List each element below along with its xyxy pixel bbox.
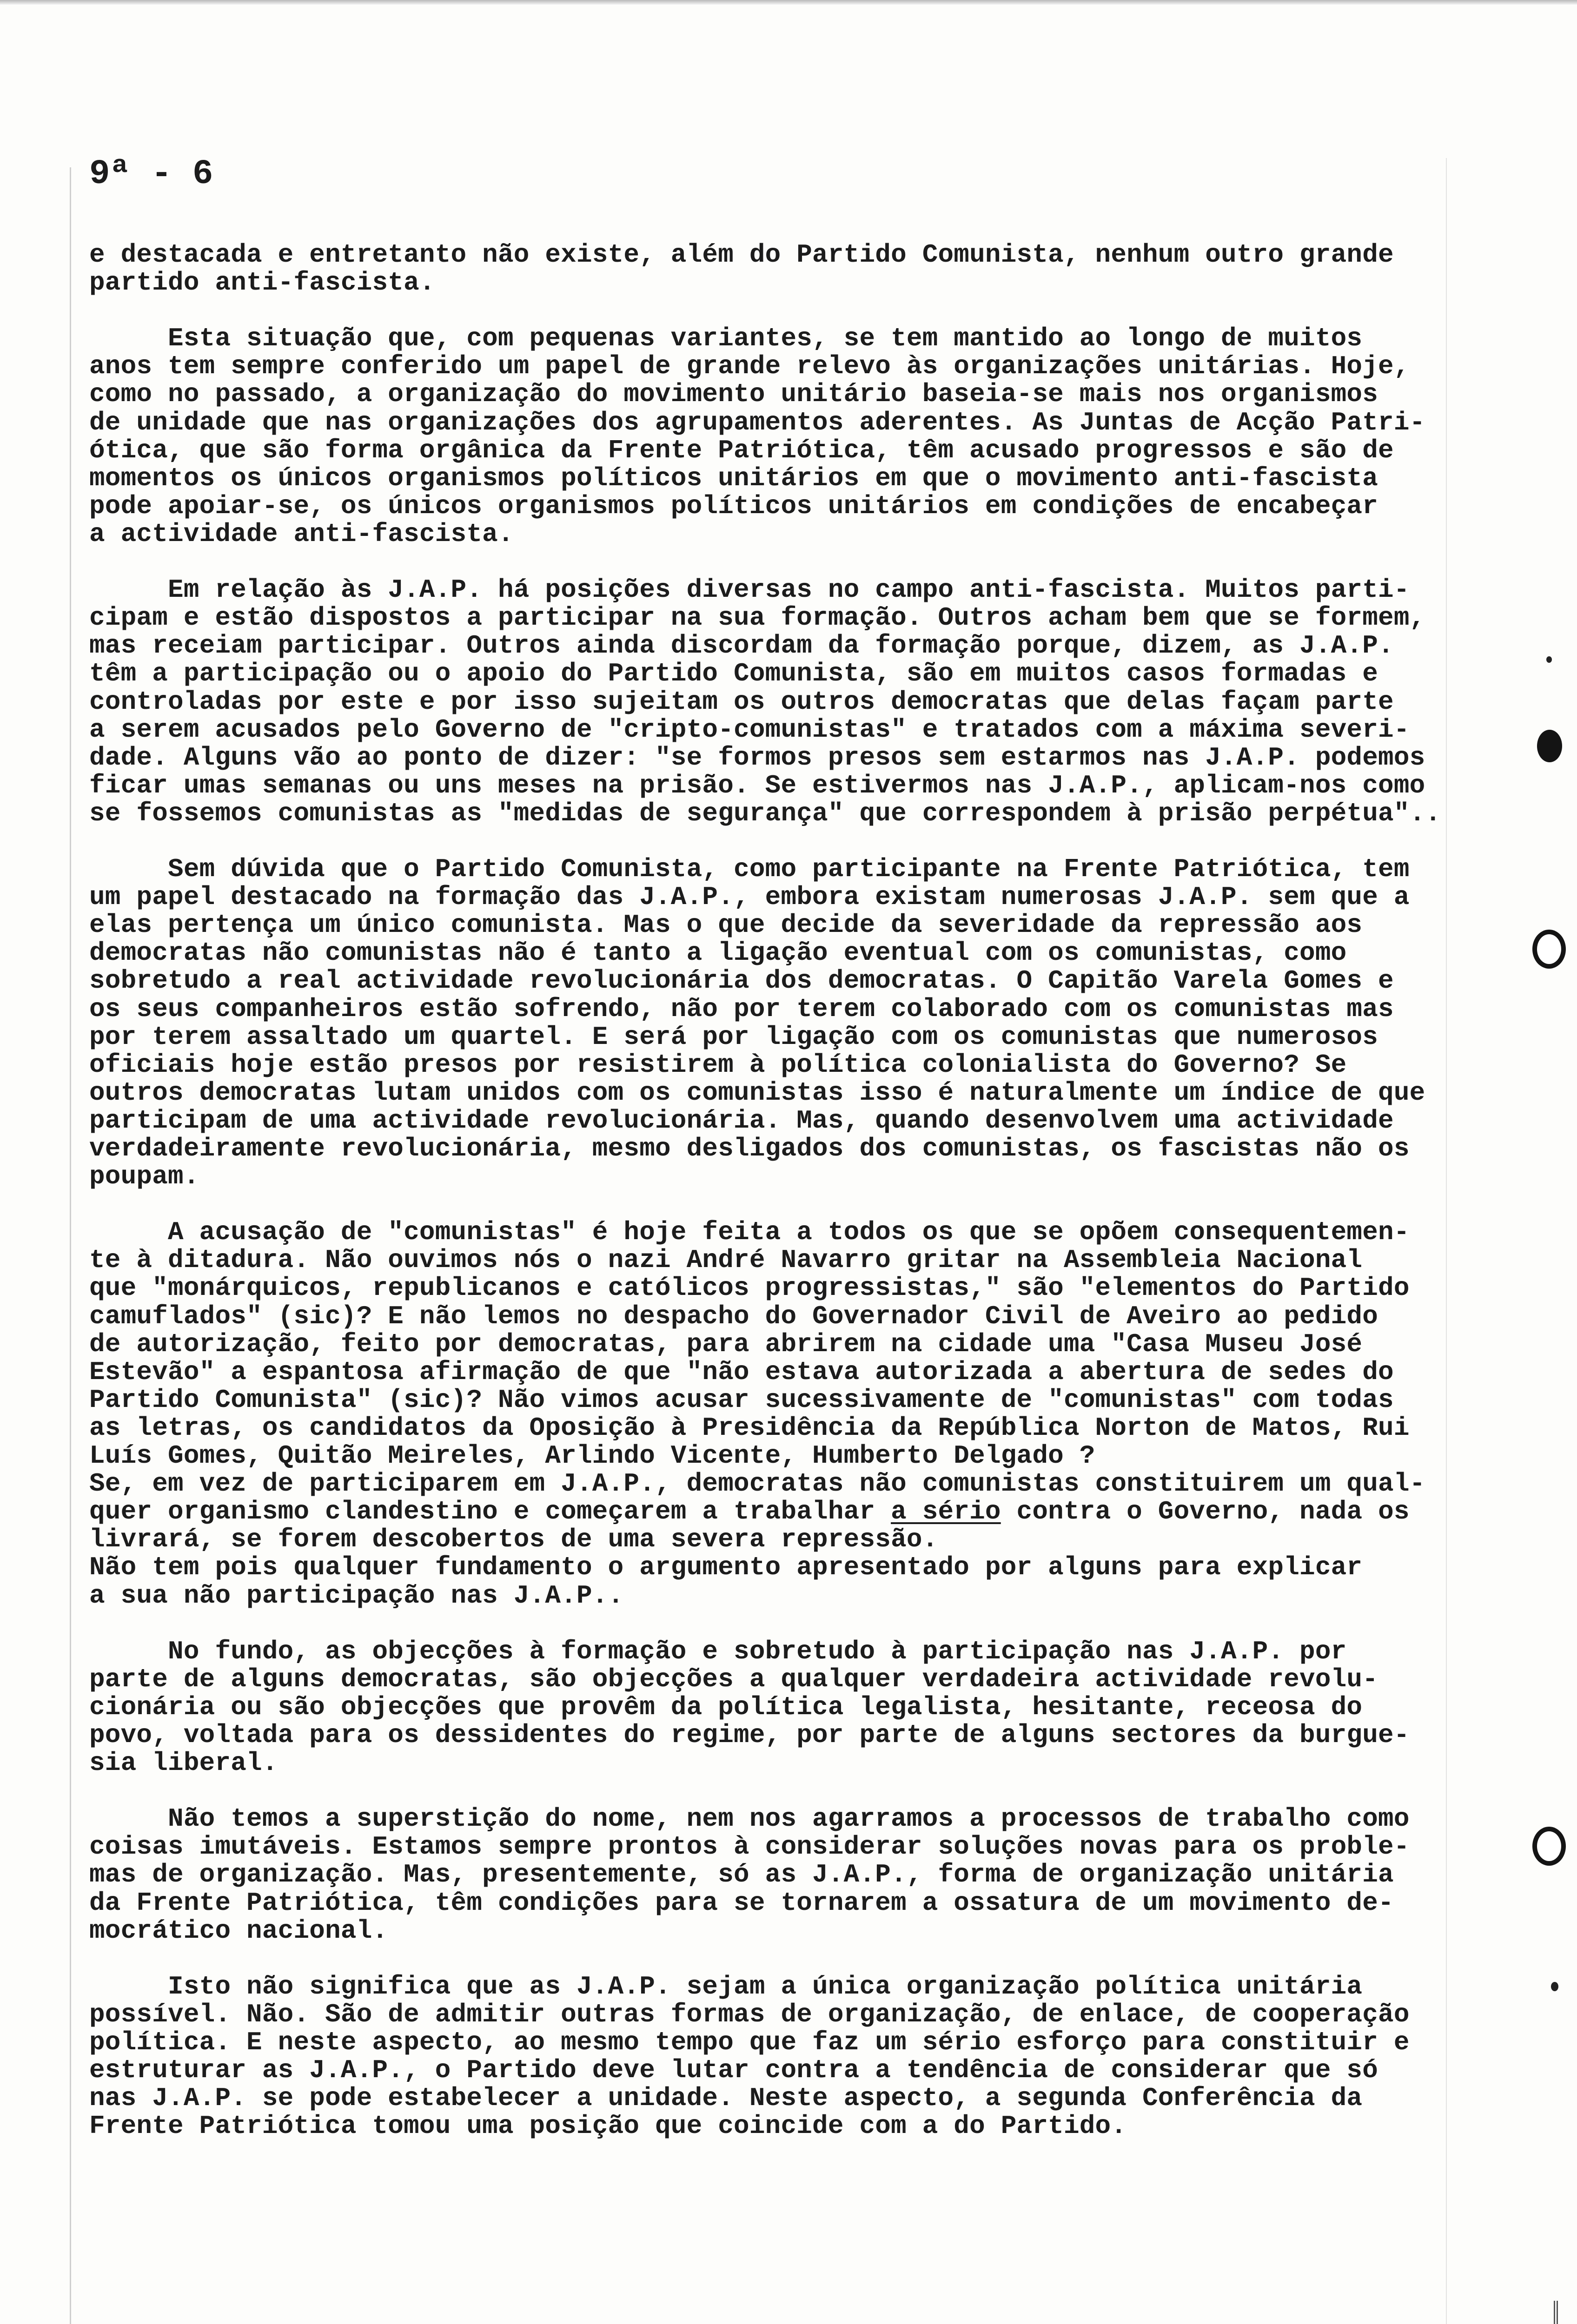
paragraph-gap <box>89 1945 1447 1973</box>
page-number: 9ª - 6 <box>89 155 213 194</box>
text-line: ficar umas semanas ou uns meses na prisão. Se estivermos nas J.A.P., aplicam-nos como <box>89 770 1425 800</box>
text-line: se fossemos comunistas as "medidas de segurança" que correspondem à prisão perpétua".. <box>89 798 1441 828</box>
text-line: Esta situação que, com pequenas variantes, se tem mantido ao longo de muitos <box>89 324 1363 354</box>
text-line: a sua não participação nas J.A.P.. <box>89 1580 624 1611</box>
text-line: Não temos a superstição do nome, nem nos agarramos a processos de trabalho como <box>89 1804 1410 1834</box>
text-line: livrará, se forem descobertos de uma severa repressão. <box>89 1525 938 1555</box>
text-line: partido anti-fascista. <box>89 268 435 298</box>
text-line: participam de uma actividade revolucionária. Mas, quando desenvolvem uma actividade <box>89 1105 1394 1136</box>
text-line: cionária ou são objecções que provêm da política legalista, hesitante, receosa do <box>89 1692 1363 1722</box>
text-line: e destacada e entretanto não existe, além do Partido Comunista, nenhum outro grande <box>89 240 1394 270</box>
text-line: sia liberal. <box>89 1748 278 1778</box>
paragraph-gap <box>89 548 1447 576</box>
scan-right-edge-stripes <box>1554 2301 1559 2324</box>
paragraph <box>89 324 1447 548</box>
text-line: poupam. <box>89 1162 199 1192</box>
text-line: pode apoiar-se, os únicos organismos políticos unitários em condições de encabeçar <box>89 491 1378 521</box>
text-line: Partido Comunista" (sic)? Não vimos acusar sucessivamente de "comunistas" com todas <box>89 1385 1394 1415</box>
text-line: estruturar as J.A.P., o Partido deve lutar contra a tendência de considerar que só <box>89 2055 1378 2086</box>
text-line: política. E neste aspecto, ao mesmo tempo que faz um sério esforço para constituir e <box>89 2027 1410 2057</box>
text-line: Isto não significa que as J.A.P. sejam a única organização política unitária <box>89 1971 1363 2001</box>
text-line: elas pertença um único comunista. Mas o que decide da severidade da repressão aos <box>89 910 1363 940</box>
text-line: democratas não comunistas não é tanto a ligação eventual com os comunistas, como <box>89 938 1347 968</box>
text-line: outros democratas lutam unidos com os comunistas isso é naturalmente um índice de que <box>89 1077 1425 1108</box>
text-line: Se, em vez de participarem em J.A.P., democratas não comunistas constituirem um qual- <box>89 1469 1425 1499</box>
paragraph-gap <box>89 1610 1447 1637</box>
text-line: mas de organização. Mas, presentemente, só as J.A.P., forma de organização unitária <box>89 1860 1394 1890</box>
text-line: sobretudo a real actividade revolucionária dos democratas. O Capitão Varela Gomes e <box>89 966 1394 996</box>
text-line: coisas imutáveis. Estamos sempre prontos à considerar soluções novas para os proble- <box>89 1832 1410 1862</box>
text-line: quer organismo clandestino e começarem a trabalhar a sério contra o Governo, nada os <box>89 1497 1410 1527</box>
punched-hole-ring-upper <box>1532 930 1566 969</box>
punched-hole-ring-lower <box>1532 1827 1566 1866</box>
text-line: controladas por este e por isso sujeitam os outros democratas que delas façam parte <box>89 687 1394 717</box>
text-line: oficiais hoje estão presos por resistirem à política colonialista do Governo? Se <box>89 1050 1347 1080</box>
text-line: Em relação às J.A.P. há posições diversas no campo anti-fascista. Muitos parti- <box>89 575 1410 605</box>
paragraph <box>89 1805 1447 1944</box>
text-line: camuflados" (sic)? E não lemos no despacho do Governador Civil de Aveiro ao pedido <box>89 1301 1378 1331</box>
text-line: anos tem sempre conferido um papel de grande relevo às organizações unitárias. Hoje, <box>89 351 1410 382</box>
text-line: dade. Alguns vão ao ponto de dizer: "se formos presos sem estarmos nas J.A.P. podemos <box>89 742 1425 772</box>
text-line: cipam e estão dispostos a participar na sua formação. Outros acham bem que se formem, <box>89 603 1425 633</box>
text-line: verdadeiramente revolucionária, mesmo desligados dos comunistas, os fascistas não os <box>89 1134 1410 1163</box>
paragraph-gap <box>89 1777 1447 1805</box>
text-line: momentos os únicos organismos políticos unitários em que o movimento anti-fascista <box>89 463 1378 493</box>
text-line: os seus companheiros estão sofrendo, não por terem colaborado com os comunistas mas <box>89 994 1394 1024</box>
text-line: Frente Patriótica tomou uma posição que coincide com a do Partido. <box>89 2111 1127 2141</box>
text-line: povo, voltada para os dessidentes do regime, por parte de alguns sectores da burgue- <box>89 1720 1410 1750</box>
paragraph-gap <box>89 1190 1447 1218</box>
text-line: ótica, que são forma orgânica da Frente Patriótica, têm acusado progressos e são de <box>89 435 1394 465</box>
text-line: te à ditadura. Não ouvimos nós o nazi André Navarro gritar na Assembleia Nacional <box>89 1245 1363 1275</box>
text-line: que "monárquicos, republicanos e católicos progressistas," são "elementos do Partido <box>89 1273 1410 1303</box>
text-line: parte de alguns democratas, são objecções a qualquer verdadeira actividade revolu- <box>89 1664 1378 1694</box>
text-line: da Frente Patriótica, têm condições para se tornarem a ossatura de um movimento de- <box>89 1888 1394 1918</box>
text-line: um papel destacado na formação das J.A.P., embora existam numerosas J.A.P. sem que a <box>89 882 1410 912</box>
text-line: de autorização, feito por democratas, para abrirem na cidade uma "Casa Museu José <box>89 1329 1363 1359</box>
ink-speck-upper <box>1546 656 1552 663</box>
paragraph-gap <box>89 297 1447 324</box>
underlined-emphasis: a sério <box>891 1497 1001 1527</box>
text-line: como no passado, a organização do movimento unitário baseia-se mais nos organismos <box>89 379 1378 409</box>
text-line: Luís Gomes, Quitão Meireles, Arlindo Vicente, Humberto Delgado ? <box>89 1441 1095 1471</box>
text-line: mocrático nacional. <box>89 1915 388 1946</box>
scan-top-edge <box>0 0 1577 5</box>
text-line: as letras, os candidatos da Oposição à Presidência da República Norton de Matos, Rui <box>89 1413 1410 1443</box>
text-line: Estevão" a espantosa afirmação de que "não estava autorizada a abertura de sedes do <box>89 1357 1394 1387</box>
text-line: de unidade que nas organizações dos agrupamentos aderentes. As Juntas de Acção Patri- <box>89 407 1425 437</box>
text-line: A acusação de "comunistas" é hoje feita a todos os que se opõem consequentemen- <box>89 1217 1410 1248</box>
paragraph <box>89 1218 1447 1609</box>
ink-speck-lower <box>1551 1982 1558 1991</box>
paragraph-gap <box>89 827 1447 855</box>
text-line: por terem assaltado um quartel. E será por ligação com os comunistas que numerosos <box>89 1022 1378 1052</box>
paragraph <box>89 1637 1447 1777</box>
text-line: nas J.A.P. se pode estabelecer a unidade. Neste aspecto, a segunda Conferência da <box>89 2083 1363 2113</box>
text-line: a actividade anti-fascista. <box>89 519 514 549</box>
paragraph <box>89 855 1447 1190</box>
text-line: possível. Não. São de admitir outras formas de organização, de enlace, de cooperação <box>89 1999 1410 2029</box>
document-body <box>89 241 1447 2140</box>
text-line: têm a participação ou o apoio do Partido Comunista, são em muitos casos formadas e <box>89 659 1378 689</box>
scan-left-margin-line <box>70 167 71 2324</box>
text-line: mas receiam participar. Outros ainda discordam da formação porque, dizem, as J.A.P. <box>89 631 1394 661</box>
text-line: a serem acusados pelo Governo de "cripto-comunistas" e tratados com a máxima severi- <box>89 714 1410 745</box>
paragraph <box>89 576 1447 827</box>
paragraph <box>89 1973 1447 2140</box>
text-line: Sem dúvida que o Partido Comunista, como participante na Frente Patriótica, tem <box>89 854 1410 885</box>
paragraph <box>89 241 1447 297</box>
punched-hole-filled <box>1537 730 1562 762</box>
text-line: Não tem pois qualquer fundamento o argumento apresentado por alguns para explicar <box>89 1552 1363 1583</box>
text-line: No fundo, as objecções à formação e sobretudo à participação nas J.A.P. por <box>89 1636 1347 1666</box>
